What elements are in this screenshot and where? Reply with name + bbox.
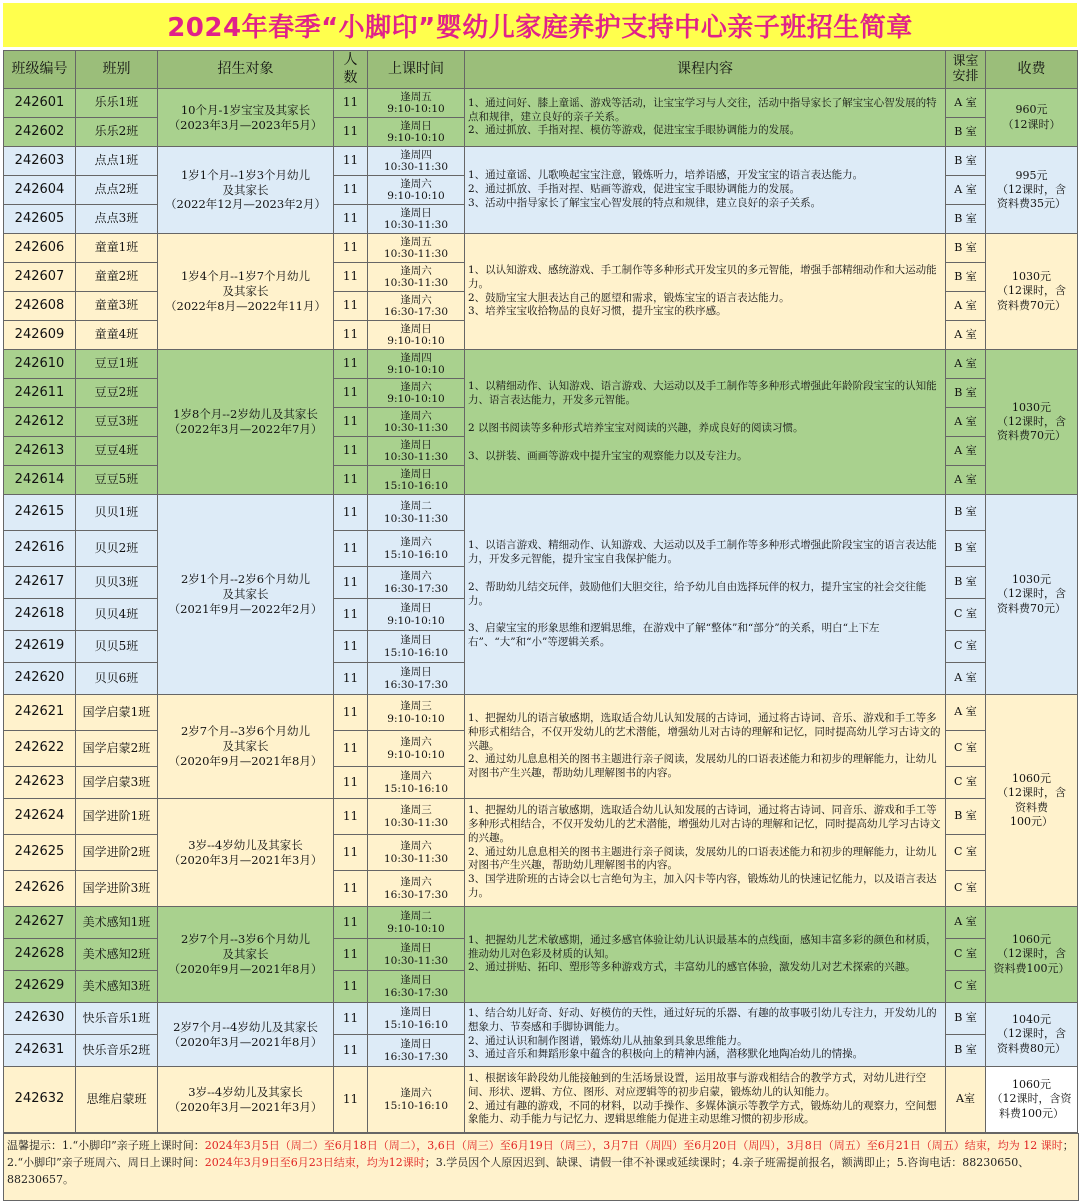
class-name: 点点1班 (76, 147, 158, 176)
class-name: 贝贝4班 (76, 599, 158, 631)
header-fee: 收费 (986, 51, 1078, 89)
table-row (4, 495, 1078, 531)
class-capacity: 11 (334, 437, 368, 466)
class-code: 242631 (4, 1035, 76, 1067)
class-time: 逢周五 10:30-11:30 (368, 234, 465, 263)
classroom: C 室 (946, 731, 986, 767)
class-capacity: 11 (334, 466, 368, 495)
class-code: 242612 (4, 408, 76, 437)
classroom: C 室 (946, 939, 986, 971)
classroom: A 室 (946, 292, 986, 321)
class-time: 逢周六 9:10-10:10 (368, 379, 465, 408)
class-code: 242614 (4, 466, 76, 495)
header-content: 课程内容 (465, 51, 946, 89)
classroom: A室 (946, 1067, 986, 1133)
class-capacity: 11 (334, 292, 368, 321)
classroom: A 室 (946, 437, 986, 466)
class-name: 快乐音乐2班 (76, 1035, 158, 1067)
enroll-target: 10个月-1岁宝宝及其家长 （2023年3月—2023年5月） (158, 89, 334, 147)
class-time: 逢周六 16:30-17:30 (368, 292, 465, 321)
class-code: 242617 (4, 567, 76, 599)
course-content: 1、结合幼儿好奇、好动、好模仿的天性，通过好玩的乐器、有趣的故事吸引幼儿专注力，开发幼儿的想象力、节奏感和手脚协调能力。 2、通过认识和制作图谱，锻炼幼儿从抽象到具象思维能力。 3、通过音乐和舞蹈形象中蕴含的积极向上的精神内涵，潜移默化地陶冶幼儿的情操。 (465, 1003, 946, 1067)
notice-text-3: ；3.学员因个人原因迟到、缺课、请假一律不补课或延续课时；4.亲子班需提前报名，额满即止；5.咨询电话：88230650、88230657。 (7, 1156, 1030, 1187)
fee: 1060元 （12课时，含 资料费 100元） (986, 695, 1078, 907)
class-code: 242630 (4, 1003, 76, 1035)
class-capacity: 11 (334, 379, 368, 408)
class-code: 242625 (4, 835, 76, 871)
class-capacity: 11 (334, 176, 368, 205)
class-code: 242628 (4, 939, 76, 971)
notice-text-2: ；2.“小脚印”亲子班周六、周日上课时间： (7, 1139, 1074, 1170)
class-code: 242624 (4, 799, 76, 835)
classroom: B 室 (946, 531, 986, 567)
class-code: 242608 (4, 292, 76, 321)
header-count: 人数 (334, 51, 368, 89)
class-code: 242602 (4, 118, 76, 147)
class-capacity: 11 (334, 89, 368, 118)
class-capacity: 11 (334, 1003, 368, 1035)
class-code: 242610 (4, 350, 76, 379)
class-time: 逢周六 15:10-16:10 (368, 531, 465, 567)
classroom: C 室 (946, 631, 986, 663)
class-name: 贝贝3班 (76, 567, 158, 599)
header-class-code: 班级编号 (4, 51, 76, 89)
classroom: B 室 (946, 205, 986, 234)
course-content: 1、把握幼儿的语言敏感期，选取适合幼儿认知发展的古诗词，通过将古诗词、音乐、游戏和手工等多种形式相结合，不仅开发幼儿的艺术潜能，增强幼儿对古诗的理解和记忆，同时提高幼儿学习古诗文的兴趣。 2、通过幼儿息息相关的图书主题进行亲子阅读，发展幼儿的口语表述能力和初步的理解能力，让幼儿对图书产生兴趣，帮助幼儿理解图书的内容。 (465, 695, 946, 799)
class-code: 242606 (4, 234, 76, 263)
fee: 1030元 （12课时，含 资料费70元） (986, 350, 1078, 495)
class-name: 童童1班 (76, 234, 158, 263)
class-time: 逢周六 10:30-11:30 (368, 408, 465, 437)
classroom: C 室 (946, 871, 986, 907)
class-time: 逢周六 9:10-10:10 (368, 731, 465, 767)
course-content: 1、把握幼儿艺术敏感期，通过多感官体验让幼儿认识最基本的点线面，感知丰富多彩的颜色和材质，推动幼儿对色彩及材质的认知。 2、通过拼贴、拓印、塑形等多种游戏方式，丰富幼儿的感官体验，激发幼儿对艺术探索的兴趣。 (465, 907, 946, 1003)
class-time: 逢周日 9:10-10:10 (368, 321, 465, 350)
class-time: 逢周三 9:10-10:10 (368, 695, 465, 731)
classroom: C 室 (946, 971, 986, 1003)
class-name: 豆豆1班 (76, 350, 158, 379)
class-capacity: 11 (334, 599, 368, 631)
course-content: 1、通过问好、膝上童谣、游戏等活动，让宝宝学习与人交往，活动中指导家长了解宝宝心智发展的特点和规律，建立良好的亲子关系。 2、通过抓放、手指对捏、模仿等游戏，促进宝宝手眼协调能力的发展。 (465, 89, 946, 147)
table-row (4, 799, 1078, 835)
table-body (4, 89, 1078, 1133)
enroll-target: 2岁7个月--3岁6个月幼儿 及其家长 （2020年9月—2021年8月） (158, 695, 334, 799)
fee: 1030元 （12课时，含 资料费70元） (986, 234, 1078, 350)
class-capacity: 11 (334, 147, 368, 176)
classroom: B 室 (946, 495, 986, 531)
course-content: 1、以精细动作、认知游戏、语言游戏、大运动以及手工制作等多种形式增强此年龄阶段宝宝的认知能力、语言表达能力，开发多元智能。 2 以图书阅读等多种形式培养宝宝对阅读的兴趣，养成良好的阅读习惯。 3、以拼装、画画等游戏中提升宝宝的观察能力以及专注力。 (465, 350, 946, 495)
class-time: 逢周二 10:30-11:30 (368, 495, 465, 531)
table-row (4, 695, 1078, 731)
fee: 1040元 （12课时，含 资料费80元） (986, 1003, 1078, 1067)
notice-dates-1: 2024年3月5日（周二）至6月18日（周二），3,6日（周三）至6月19日（周三），3月7日（周四）至6月20日（周四），3月8日（周五）至6月21日（周五）结束，均为 12 课时 (204, 1139, 1063, 1152)
classroom: B 室 (946, 1003, 986, 1035)
class-capacity: 11 (334, 321, 368, 350)
class-code: 242609 (4, 321, 76, 350)
class-capacity: 11 (334, 495, 368, 531)
enroll-target: 2岁1个月--2岁6个月幼儿 及其家长 （2021年9月—2022年2月） (158, 495, 334, 695)
class-name: 国学启蒙3班 (76, 767, 158, 799)
class-time: 逢周六 9:10-10:10 (368, 176, 465, 205)
course-content: 1、通过童谣、儿歌唤起宝宝注意，锻炼听力，培养语感，开发宝宝的语言表达能力。 2、通过抓放、手指对捏、贴画等游戏，促进宝宝手眼协调能力的发展。 3、活动中指导家长了解宝宝心智发展的特点和规律，建立良好的亲子关系。 (465, 147, 946, 234)
class-code: 242613 (4, 437, 76, 466)
course-content: 1、以语言游戏、精细动作、认知游戏、大运动以及手工制作等多种形式增强此阶段宝宝的语言表达能力，开发多元智能，提升宝宝自我保护能力。 2、帮助幼儿结交玩伴，鼓励他们大胆交往，给予幼儿自由选择玩伴的权力，提升宝宝的社会交往能力。 3、启蒙宝宝的形象思维和逻辑思维，在游戏中了解“整体”和“部分”的关系，明白“上下左右”、“大”和“小”等逻辑关系。 (465, 495, 946, 695)
fee: 1060元 （12课时，含 资料费100元） (986, 907, 1078, 1003)
classroom: B 室 (946, 567, 986, 599)
class-name: 童童2班 (76, 263, 158, 292)
enroll-target: 1岁8个月--2岁幼儿及其家长 （2022年3月—2022年7月） (158, 350, 334, 495)
header-room: 课室安排 (946, 51, 986, 89)
classroom: A 室 (946, 176, 986, 205)
class-time: 逢周六 15:10-16:10 (368, 767, 465, 799)
class-time: 逢周三 10:30-11:30 (368, 799, 465, 835)
fee: 1060元 （12课时，含资 料费100元） (986, 1067, 1078, 1133)
class-capacity: 11 (334, 1035, 368, 1067)
class-name: 乐乐1班 (76, 89, 158, 118)
class-capacity: 11 (334, 767, 368, 799)
class-name: 贝贝6班 (76, 663, 158, 695)
header-class-name: 班别 (76, 51, 158, 89)
course-content: 1、把握幼儿的语言敏感期，选取适合幼儿认知发展的古诗词，通过将古诗词、同音乐、游戏和手工等多种形式相结合，不仅开发幼儿的艺术潜能，增强幼儿对古诗的理解和记忆，同时提高幼儿学习古诗文的兴趣。 2、通过幼儿息息相关的图书主题进行亲子阅读，发展幼儿的口语表述能力和初步的理解能力，让幼儿对图书产生兴趣，帮助幼儿理解图书的内容。 3、国学进阶班的古诗会以七言绝句为主，加入闪卡等内容，锻炼幼儿的快速记忆能力，以及语言表达力。 (465, 799, 946, 907)
enroll-target: 3岁--4岁幼儿及其家长 （2020年3月—2021年3月） (158, 1067, 334, 1133)
class-code: 242629 (4, 971, 76, 1003)
classroom: B 室 (946, 799, 986, 835)
class-capacity: 11 (334, 263, 368, 292)
class-capacity: 11 (334, 631, 368, 663)
class-time: 逢周日 10:30-11:30 (368, 437, 465, 466)
class-name: 美术感知2班 (76, 939, 158, 971)
table-row (4, 147, 1078, 176)
class-capacity: 11 (334, 939, 368, 971)
class-name: 贝贝2班 (76, 531, 158, 567)
class-name: 贝贝1班 (76, 495, 158, 531)
classroom: A 室 (946, 408, 986, 437)
class-capacity: 11 (334, 871, 368, 907)
classroom: B 室 (946, 234, 986, 263)
table-row (4, 1067, 1078, 1133)
table-row (4, 907, 1078, 939)
class-name: 国学进阶3班 (76, 871, 158, 907)
class-name: 点点3班 (76, 205, 158, 234)
table-row (4, 234, 1078, 263)
class-time: 逢周四 10:30-11:30 (368, 147, 465, 176)
class-capacity: 11 (334, 350, 368, 379)
class-time: 逢周六 10:30-11:30 (368, 263, 465, 292)
class-capacity: 11 (334, 695, 368, 731)
class-capacity: 11 (334, 835, 368, 871)
class-capacity: 11 (334, 663, 368, 695)
class-time: 逢周日 16:30-17:30 (368, 1035, 465, 1067)
class-capacity: 11 (334, 567, 368, 599)
class-name: 贝贝5班 (76, 631, 158, 663)
classroom: A 室 (946, 695, 986, 731)
header-target: 招生对象 (158, 51, 334, 89)
class-time: 逢周日 16:30-17:30 (368, 663, 465, 695)
class-name: 思维启蒙班 (76, 1067, 158, 1133)
class-name: 乐乐2班 (76, 118, 158, 147)
classroom: A 室 (946, 350, 986, 379)
class-name: 美术感知3班 (76, 971, 158, 1003)
class-time: 逢周日 9:10-10:10 (368, 118, 465, 147)
class-name: 童童3班 (76, 292, 158, 321)
class-name: 美术感知1班 (76, 907, 158, 939)
class-time: 逢周日 9:10-10:10 (368, 599, 465, 631)
class-capacity: 11 (334, 1067, 368, 1133)
class-time: 逢周五 9:10-10:10 (368, 89, 465, 118)
classroom: A 室 (946, 321, 986, 350)
enroll-target: 3岁--4岁幼儿及其家长 （2020年3月—2021年3月） (158, 799, 334, 907)
class-capacity: 11 (334, 531, 368, 567)
class-name: 豆豆2班 (76, 379, 158, 408)
enroll-target: 1岁1个月--1岁3个月幼儿 及其家长 （2022年12月—2023年2月） (158, 147, 334, 234)
class-time: 逢周日 10:30-11:30 (368, 939, 465, 971)
enrollment-table (3, 50, 1078, 1133)
course-content: 1、以认知游戏、感统游戏、手工制作等多种形式开发宝贝的多元智能，增强手部精细动作和大运动能力。 2、鼓励宝宝大胆表达自己的愿望和需求，锻炼宝宝的语言表达能力。 3、培养宝宝收拾物品的良好习惯，提升宝宝的秩序感。 (465, 234, 946, 350)
enroll-target: 2岁7个月--4岁幼儿及其家长 （2020年3月—2021年8月） (158, 1003, 334, 1067)
notice-dates-2: 2024年3月9日至6月23日结束，均为12课时 (204, 1156, 425, 1170)
class-code: 242632 (4, 1067, 76, 1133)
class-code: 242603 (4, 147, 76, 176)
class-capacity: 11 (334, 234, 368, 263)
class-time: 逢周六 16:30-17:30 (368, 567, 465, 599)
classroom: A 室 (946, 466, 986, 495)
class-time: 逢周日 16:30-17:30 (368, 971, 465, 1003)
class-name: 国学进阶1班 (76, 799, 158, 835)
fee: 960元 （12课时） (986, 89, 1078, 147)
class-time: 逢周日 15:10-16:10 (368, 1003, 465, 1035)
header-time: 上课时间 (368, 51, 465, 89)
class-code: 242604 (4, 176, 76, 205)
class-name: 国学启蒙1班 (76, 695, 158, 731)
class-name: 点点2班 (76, 176, 158, 205)
class-capacity: 11 (334, 408, 368, 437)
class-time: 逢周六 10:30-11:30 (368, 835, 465, 871)
classroom: A 室 (946, 907, 986, 939)
class-name: 快乐音乐1班 (76, 1003, 158, 1035)
class-code: 242607 (4, 263, 76, 292)
class-capacity: 11 (334, 799, 368, 835)
class-capacity: 11 (334, 971, 368, 1003)
classroom: B 室 (946, 263, 986, 292)
enroll-target: 2岁7个月--3岁6个月幼儿 及其家长 （2020年9月—2021年8月） (158, 907, 334, 1003)
notice-text-1: 温馨提示：1.“小脚印”亲子班上课时间： (7, 1139, 205, 1152)
class-name: 国学进阶2班 (76, 835, 158, 871)
classroom: B 室 (946, 379, 986, 408)
class-time: 逢周日 10:30-11:30 (368, 205, 465, 234)
header-row (4, 51, 1078, 89)
class-code: 242615 (4, 495, 76, 531)
classroom: C 室 (946, 767, 986, 799)
fee: 1030元 （12课时，含 资料费70元） (986, 495, 1078, 695)
class-time: 逢周六 16:30-17:30 (368, 871, 465, 907)
table-row (4, 350, 1078, 379)
class-code: 242618 (4, 599, 76, 631)
class-code: 242622 (4, 731, 76, 767)
class-time: 逢周日 15:10-16:10 (368, 631, 465, 663)
class-code: 242620 (4, 663, 76, 695)
class-time: 逢周日 15:10-16:10 (368, 466, 465, 495)
table-row (4, 89, 1078, 118)
class-time: 逢周四 9:10-10:10 (368, 350, 465, 379)
classroom: A 室 (946, 663, 986, 695)
class-code: 242623 (4, 767, 76, 799)
class-name: 童童4班 (76, 321, 158, 350)
class-code: 242605 (4, 205, 76, 234)
classroom: B 室 (946, 147, 986, 176)
table-row (4, 1003, 1078, 1035)
class-code: 242601 (4, 89, 76, 118)
classroom: A 室 (946, 89, 986, 118)
page-title: 2024年春季“小脚印”婴幼儿家庭养护支持中心亲子班招生简章 (3, 3, 1077, 47)
class-name: 豆豆4班 (76, 437, 158, 466)
class-capacity: 11 (334, 205, 368, 234)
class-time: 逢周六 15:10-16:10 (368, 1067, 465, 1133)
class-name: 豆豆5班 (76, 466, 158, 495)
class-name: 豆豆3班 (76, 408, 158, 437)
classroom: B 室 (946, 118, 986, 147)
class-code: 242626 (4, 871, 76, 907)
class-code: 242616 (4, 531, 76, 567)
class-code: 242627 (4, 907, 76, 939)
class-capacity: 11 (334, 907, 368, 939)
class-code: 242619 (4, 631, 76, 663)
classroom: B 室 (946, 1035, 986, 1067)
course-content: 1、根据该年龄段幼儿能接触到的生活场景设置，运用故事与游戏相结合的教学方式，对幼儿进行空间、形状、逻辑、方位、图形、对应逻辑等的初步启蒙，锻炼幼儿的认知能力。 2、通过有趣的游戏，不同的材料，以动手操作、多媒体演示等教学方式，锻炼幼儿的观察力，空间想象能力、动手能力与记忆力、逻辑思维能力促进主动思维习惯的初步形成。 (465, 1067, 946, 1133)
class-capacity: 11 (334, 118, 368, 147)
class-name: 国学启蒙2班 (76, 731, 158, 767)
enroll-target: 1岁4个月--1岁7个月幼儿 及其家长 （2022年8月—2022年11月） (158, 234, 334, 350)
classroom: C 室 (946, 835, 986, 871)
class-code: 242611 (4, 379, 76, 408)
classroom: C 室 (946, 599, 986, 631)
class-code: 242621 (4, 695, 76, 731)
class-capacity: 11 (334, 731, 368, 767)
fee: 995元 （12课时，含 资料费35元） (986, 147, 1078, 234)
class-time: 逢周二 9:10-10:10 (368, 907, 465, 939)
notice (3, 1133, 1079, 1201)
